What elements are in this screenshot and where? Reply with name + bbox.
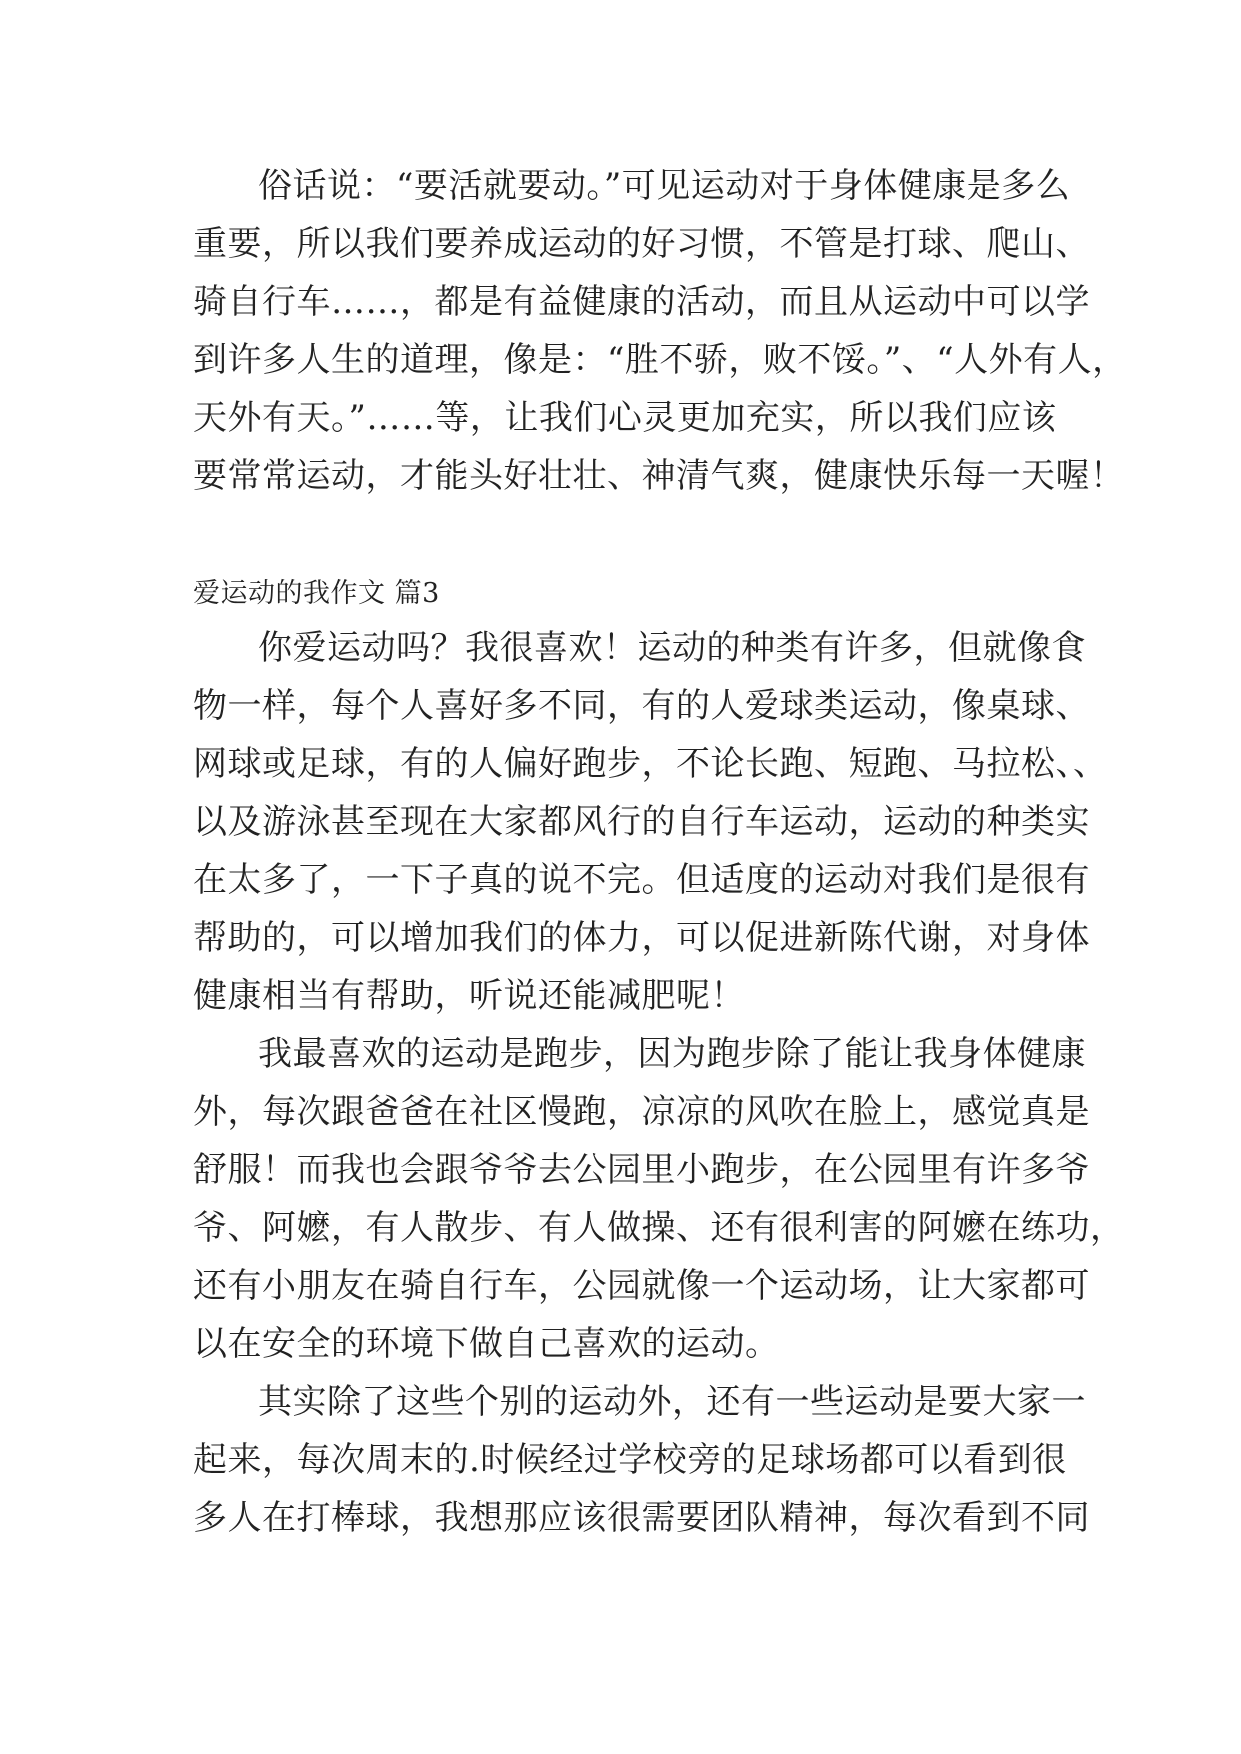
text-line: 其实除了这些个别的运动外，还有一些运动是要大家一 bbox=[258, 1382, 1086, 1422]
text-line: 重要，所以我们要养成运动的好习惯，不管是打球、爬山、 bbox=[193, 224, 1090, 264]
text-line: 在太多了，一下子真的说不完。但适度的运动对我们是很有 bbox=[193, 860, 1090, 900]
text-line: 外，每次跟爸爸在社区慢跑，凉凉的风吹在脸上，感觉真是 bbox=[193, 1092, 1090, 1132]
text-line: 要常常运动，才能头好壮壮、神清气爽，健康快乐每一天喔！ bbox=[193, 456, 1125, 496]
section-heading: 爱运动的我作文 篇3 bbox=[193, 578, 440, 609]
text-line: 你爱运动吗？我很喜欢！运动的种类有许多，但就像食 bbox=[258, 628, 1086, 668]
text-line: 俗话说：“要活就要动。”可见运动对于身体健康是多么 bbox=[258, 166, 1071, 206]
text-line: 多人在打棒球，我想那应该很需要团队精神，每次看到不同 bbox=[193, 1498, 1090, 1538]
text-line: 物一样，每个人喜好多不同，有的人爱球类运动，像桌球、 bbox=[193, 686, 1090, 726]
text-line: 舒服！而我也会跟爷爷去公园里小跑步，在公园里有许多爷 bbox=[193, 1150, 1090, 1190]
text-line: 我最喜欢的运动是跑步，因为跑步除了能让我身体健康 bbox=[258, 1034, 1086, 1074]
text-line: 健康相当有帮助，听说还能减肥呢！ bbox=[193, 976, 745, 1016]
text-line: 到许多人生的道理，像是：“胜不骄，败不馁。”、“人外有人， bbox=[193, 340, 1127, 380]
text-line: 以及游泳甚至现在大家都风行的自行车运动，运动的种类实 bbox=[193, 802, 1090, 842]
text-line: 骑自行车……，都是有益健康的活动，而且从运动中可以学 bbox=[193, 282, 1090, 322]
text-line: 帮助的，可以增加我们的体力，可以促进新陈代谢，对身体 bbox=[193, 918, 1090, 958]
text-line: 还有小朋友在骑自行车，公园就像一个运动场，让大家都可 bbox=[193, 1266, 1090, 1306]
text-line: 网球或足球，有的人偏好跑步，不论长跑、短跑、马拉松、、 bbox=[193, 744, 1108, 784]
text-line: 爷、阿嬷，有人散步、有人做操、还有很利害的阿嬷在练功， bbox=[193, 1208, 1125, 1248]
text-line: 以在安全的环境下做自己喜欢的运动。 bbox=[193, 1324, 780, 1364]
text-line: 天外有天。”……等，让我们心灵更加充实，所以我们应该 bbox=[193, 398, 1057, 438]
text-line: 起来，每次周末的.时候经过学校旁的足球场都可以看到很 bbox=[193, 1440, 1067, 1480]
